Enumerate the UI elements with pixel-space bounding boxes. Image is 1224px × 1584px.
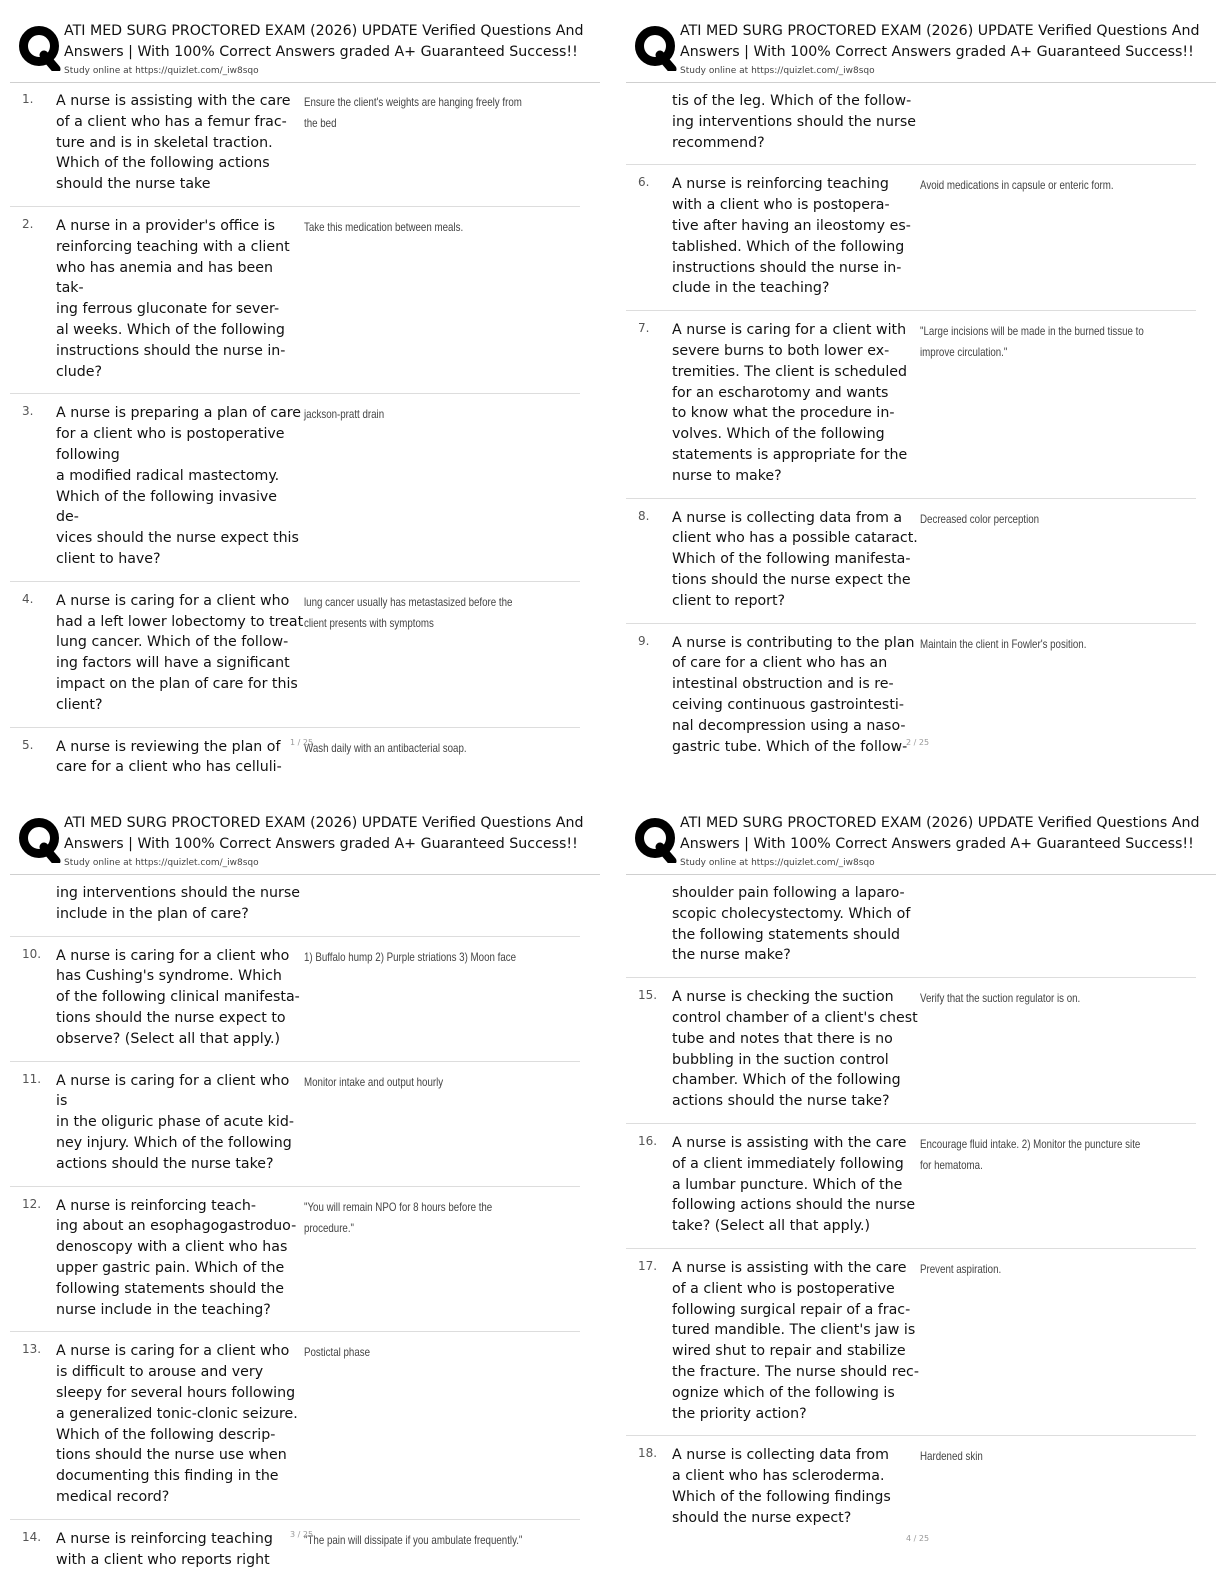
question-text: A nurse is preparing a plan of care for a client who is postoperative following a modified radical mastectomy. Which of the following invasive de- vices should the nurse expect this client to have? (56, 405, 302, 567)
question-number: 7. (638, 321, 650, 336)
page-number: 1 / 25 (290, 738, 314, 747)
question-text: A nurse is assisting with the care of a client who has a femur frac- ture and is in skeletal traction. Which of the following actions should the nurse take (56, 93, 291, 193)
question-number: 6. (638, 175, 650, 190)
question-text: A nurse is caring for a client who has Cushing's syndrome. Which of the following clinical manifesta- tions should the nurse expect to observe? (Select all that apply.) (56, 947, 300, 1047)
answer-text: lung cancer usually has metastasized before the client presents with symptoms (304, 595, 513, 630)
question-number: 14. (22, 1529, 42, 1544)
answer-text: Postictal phase (304, 1346, 371, 1360)
question-number: 18. (638, 1446, 658, 1461)
question-number: 1. (22, 92, 34, 106)
question-text: A nurse is reviewing the plan of care for a client who has celluli- (56, 738, 282, 776)
qa-row (626, 1249, 1196, 1436)
qa-row (10, 1332, 580, 1519)
answer-text: Wash daily with an antibacterial soap. (304, 741, 467, 755)
qa-row (10, 874, 580, 937)
page-header (10, 10, 600, 83)
document-title: ATI MED SURG PROCTORED EXAM (2026) UPDATE Verified Questions And Answers | With 100% Correct Answers graded A+ Guaranteed Success!! (64, 23, 584, 60)
qa-list (626, 874, 1196, 1540)
question-number: 11. (22, 1071, 42, 1086)
document-page (626, 802, 1216, 1572)
study-online-link[interactable]: Study online at https://quizlet.com/_iw8sqo (680, 858, 875, 868)
qa-row (10, 82, 580, 207)
answer-text: "Large incisions will be made in the burned tissue to improve circulation." (920, 325, 1144, 360)
qa-row (626, 874, 1196, 978)
answer-text: Prevent aspiration. (920, 1262, 1002, 1276)
question-text: A nurse is assisting with the care of a client immediately following a lumbar puncture. Which of the following actions should the nurse take? (Select all that apply.) (672, 1134, 916, 1235)
question-text: A nurse is caring for a client with severe burns to both lower ex- tremities. The client is scheduled for an escharotomy and wants to know what the procedure in- volves. Which of the following statements is appropriate for the nurse to make? (672, 322, 908, 484)
question-text: A nurse is collecting data from a client who has a possible cataract. Which of the following manifesta- tions should the nurse expect the client to report? (672, 509, 918, 609)
qa-row (10, 1520, 580, 1572)
answer-text: Verify that the suction regulator is on. (920, 992, 1081, 1006)
answer-text: "You will remain NPO for 8 hours before the procedure." (304, 1200, 493, 1235)
qa-row (626, 1124, 1196, 1249)
question-text: A nurse is reinforcing teaching with a client who is postopera- tive after having an ileostomy es- tablished. Which of the following instructions should the nurse in- clude in the teaching? (672, 176, 911, 297)
qa-row (10, 728, 580, 780)
answer-text: Encourage fluid intake. 2) Monitor the puncture site for hematoma. (920, 1137, 1141, 1172)
answer-text: Avoid medications in capsule or enteric form. (920, 179, 1114, 193)
question-text: shoulder pain following a laparo- scopic cholecystectomy. Which of the following statements should the nurse make? (672, 885, 911, 964)
study-online-link[interactable]: Study online at https://quizlet.com/_iw8sqo (64, 858, 259, 868)
page-header (626, 10, 1216, 83)
document-page (10, 802, 600, 1572)
answer-text: Ensure the client's weights are hanging freely from the bed (304, 96, 522, 130)
question-text: A nurse is caring for a client who had a left lower lobectomy to treat lung cancer. Which of the follow- ing factors will have a significant impact on the plan of care for this client? (56, 592, 304, 713)
qa-row (10, 207, 580, 394)
question-text: tis of the leg. Which of the follow- ing interventions should the nurse recommend? (672, 93, 916, 151)
answer-text: 1) Buffalo hump 2) Purple striations 3) Moon face (304, 950, 517, 964)
page-header (10, 802, 600, 875)
study-online-link[interactable]: Study online at https://quizlet.com/_iw8sqo (64, 66, 259, 76)
answer-text: Maintain the client in Fowler's position. (920, 637, 1087, 651)
question-number: 10. (22, 946, 42, 961)
answer-text: jackson-pratt drain (304, 408, 385, 422)
page-number: 3 / 25 (290, 1530, 314, 1539)
question-number: 3. (22, 404, 34, 419)
quizlet-logo-icon (18, 25, 62, 71)
document-title: ATI MED SURG PROCTORED EXAM (2026) UPDATE Verified Questions And Answers | With 100% Correct Answers graded A+ Guaranteed Success!! (64, 815, 584, 852)
question-text: A nurse is assisting with the care of a client who is postoperative following surgical repair of a frac- tured mandible. The client's jaw is wired shut to repair and stabilize the fracture. The nurse should rec- ognize which of the following is the priority action? (672, 1259, 919, 1422)
qa-list (626, 82, 1196, 768)
quizlet-logo-icon (18, 817, 62, 863)
document-page (626, 10, 1216, 780)
qa-row (626, 499, 1196, 624)
document-page (10, 10, 600, 780)
question-number: 17. (638, 1258, 658, 1273)
qa-list (10, 82, 580, 780)
question-text: A nurse is contributing to the plan of care for a client who has an intestinal obstruction and is re- ceiving continuous gastrointesti- nal decompression using a naso- gastric tube. Which of the follow- (672, 634, 915, 755)
question-text: A nurse is checking the suction control chamber of a client's chest tube and notes that there is no bubbling in the suction control chamber. Which of the following actions should the nurse take? (672, 989, 918, 1110)
qa-row (626, 311, 1196, 498)
question-text: A nurse is caring for a client who is in the oliguric phase of acute kid- ney injury. Which of the following actions should the nurse take? (56, 1072, 294, 1172)
question-number: 5. (22, 737, 34, 752)
document-title: ATI MED SURG PROCTORED EXAM (2026) UPDATE Verified Questions And Answers | With 100% Correct Answers graded A+ Guaranteed Success!! (680, 815, 1200, 852)
qa-row (626, 978, 1196, 1124)
qa-row (626, 165, 1196, 311)
answer-text: "The pain will dissipate if you ambulate frequently." (304, 1533, 523, 1547)
question-number: 16. (638, 1133, 658, 1148)
qa-row (10, 1187, 580, 1333)
question-text: A nurse is collecting data from a client who has scleroderma. Which of the following findings should the nurse expect? (672, 1447, 891, 1526)
question-number: 8. (638, 508, 650, 523)
quizlet-logo-icon (634, 817, 678, 863)
page-number: 4 / 25 (906, 1534, 930, 1543)
question-text: A nurse is caring for a client who is difficult to arouse and very sleepy for several hours following a generalized tonic-clonic seizure. Which of the following descrip- tions should the nurse use when documenting this finding in the medical record? (56, 1343, 298, 1505)
question-number: 15. (638, 988, 658, 1003)
question-number: 9. (638, 633, 650, 648)
question-text: ing interventions should the nurse include in the plan of care? (56, 885, 300, 922)
page-number: 2 / 25 (906, 738, 930, 747)
question-text: A nurse in a provider's office is reinforcing teaching with a client who has anemia and has been tak- ing ferrous gluconate for sever- al weeks. Which of the following instructions should the nurse in- clude? (56, 217, 290, 380)
document-title: ATI MED SURG PROCTORED EXAM (2026) UPDATE Verified Questions And Answers | With 100% Correct Answers graded A+ Guaranteed Success!! (680, 23, 1200, 60)
page-header (626, 802, 1216, 875)
qa-row (10, 582, 580, 728)
qa-list (10, 874, 580, 1572)
question-number: 12. (22, 1196, 42, 1211)
answer-text: Decreased color perception (920, 512, 1040, 526)
qa-row (10, 1062, 580, 1187)
answer-text: Take this medication between meals. (304, 220, 464, 234)
qa-row (10, 394, 580, 581)
answer-text: Hardened skin (920, 1450, 983, 1464)
question-text: A nurse is reinforcing teaching with a client who reports right (56, 1530, 273, 1568)
qa-row (10, 937, 580, 1062)
study-online-link[interactable]: Study online at https://quizlet.com/_iw8sqo (680, 66, 875, 76)
qa-row (626, 82, 1196, 165)
question-number: 13. (22, 1342, 42, 1357)
quizlet-logo-icon (634, 25, 678, 71)
question-number: 2. (22, 216, 34, 231)
qa-row (626, 1436, 1196, 1539)
question-number: 4. (22, 591, 34, 606)
answer-text: Monitor intake and output hourly (304, 1075, 444, 1089)
question-text: A nurse is reinforcing teach- ing about an esophagogastroduo- denoscopy with a client who has upper gastric pain. Which of the following statements should the nurse include in the teaching? (56, 1197, 297, 1318)
